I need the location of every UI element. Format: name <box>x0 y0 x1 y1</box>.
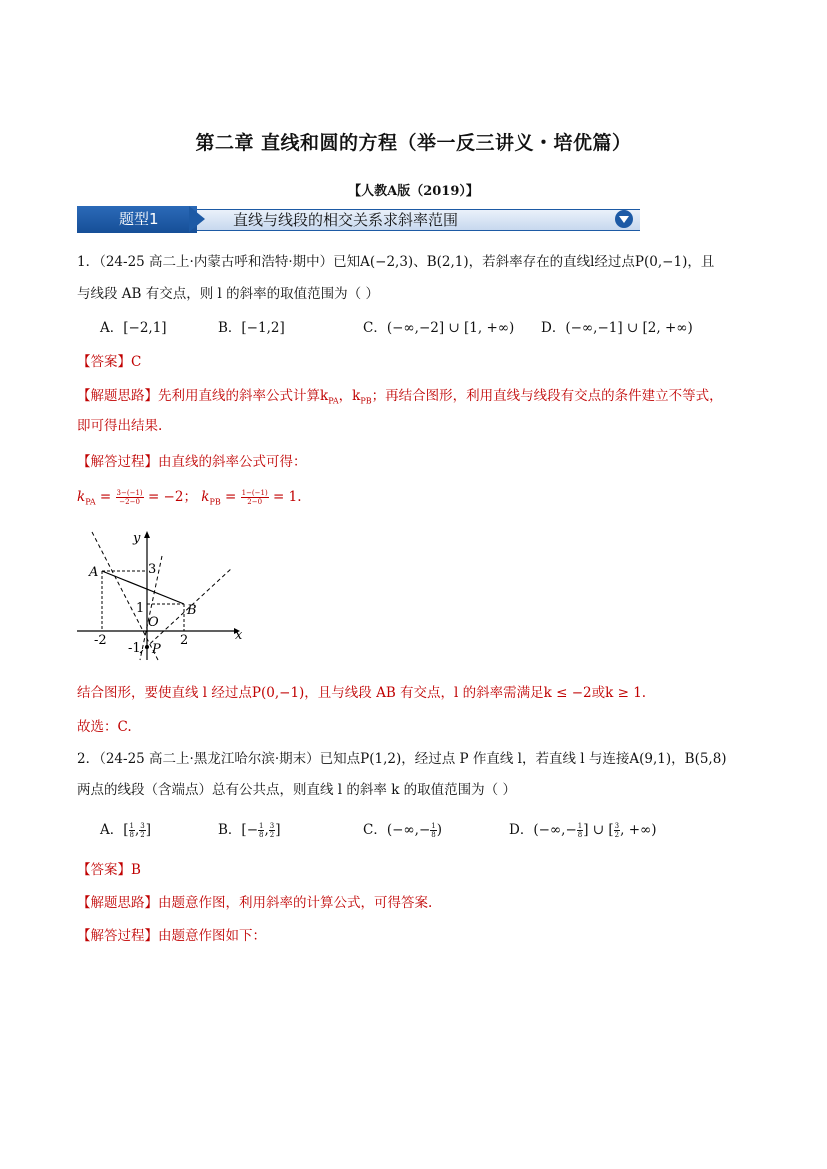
frac <box>258 822 264 839</box>
q2-option-c: C．(−∞,− $\frac{1}{8}$ ) <box>363 822 443 839</box>
frac-num: 1 <box>259 822 264 830</box>
q2-option-b: B．[− $\frac{1}{8}$ , $\frac{3}{2}$ ] <box>218 822 281 839</box>
idea-sub2: PB <box>360 396 372 406</box>
tick-minus1: -1 <box>128 641 141 656</box>
frac-den: 2 <box>140 831 145 839</box>
tick-3: 3 <box>148 562 157 577</box>
idea-sub1: PA <box>328 396 339 406</box>
q1-stem-line2: 与线段 AB 有交点，则 l 的斜率的取值范围为（ ） <box>77 286 379 302</box>
frac-den: 2 <box>614 831 620 839</box>
k-sub-pb: PB <box>209 497 221 507</box>
q2-option-a: A．[ $\frac{1}{8}$ , $\frac{3}{2}$ ] <box>100 822 152 839</box>
answer-label: 【答案】 <box>77 862 131 878</box>
process-text: 由题意作图如下： <box>158 928 266 944</box>
frac-num: 1 <box>431 822 436 830</box>
frac <box>139 822 145 839</box>
frac-num: 3 <box>269 822 275 830</box>
answer-value: C <box>131 354 142 370</box>
idea-text: 由题意作图，利用斜率的计算公式，可得答案. <box>158 895 433 911</box>
frac-num: 3 <box>614 822 620 830</box>
option-label: A． <box>100 822 124 838</box>
process-label: 【解答过程】 <box>77 454 158 470</box>
label-a: A <box>89 565 99 580</box>
idea-text: 先利用直线的斜率公式计算k <box>158 388 329 404</box>
q1-figure <box>72 528 242 663</box>
frac-den: 8 <box>259 831 264 839</box>
answer-value: B <box>131 862 141 878</box>
q1-choose: 故选：C. <box>77 719 132 735</box>
k-sub-pa: PA <box>85 497 96 507</box>
chevron-down-icon[interactable] <box>615 210 633 228</box>
q2-stem-line1: 2．（24-25 高二上·黑龙江哈尔滨·期末）已知点P(1,2)，经过点 P 作直线 l，若直线 l 与连接A(9,1)，B(5,8) <box>77 751 727 767</box>
q2-idea <box>77 893 432 913</box>
frac <box>129 822 135 839</box>
tick-2: 2 <box>180 633 189 648</box>
k-symbol: k <box>77 489 86 505</box>
option-label: C． <box>363 822 387 838</box>
idea-label: 【解题思路】 <box>77 895 158 911</box>
option-label: D． <box>509 822 534 838</box>
q2-process <box>77 926 266 946</box>
idea-mid: ，k <box>338 388 361 404</box>
idea-rest: ；再结合图形，利用直线与线段有交点的条件建立不等式， <box>371 388 723 404</box>
tick-1: 1 <box>136 601 145 616</box>
q1-option-c: C．(−∞,−2] ∪ [1, +∞) <box>363 320 515 336</box>
fraction-pa <box>116 489 144 506</box>
frac-den: 8 <box>431 831 436 839</box>
fraction-pb <box>241 489 269 506</box>
label-p: P <box>152 642 161 657</box>
frac-den: 8 <box>577 831 583 839</box>
frac <box>269 822 275 839</box>
q1-stem-line1: 1．（24-25 高二上·内蒙古呼和浩特·期中）已知A(−2,3)、B(2,1)，若斜率存在的直线l经过点P(0,−1)，且 <box>77 254 715 270</box>
q1-formula: $k_{PA}$ = $\frac{3-(-1)}{-2-0}$ = −2； $k_{PB}$ = $\frac{1-(-1)}{2-0}$ = 1. <box>77 489 302 507</box>
q1-option-b: B．[−1,2] <box>218 320 285 336</box>
process-label: 【解答过程】 <box>77 928 158 944</box>
arrow-icon <box>189 206 205 232</box>
result-pa: = −2； <box>147 489 197 505</box>
k-symbol: k <box>201 489 210 505</box>
q1-process <box>77 452 307 472</box>
frac <box>614 822 620 839</box>
process-text: 由直线的斜率公式可得： <box>158 454 307 470</box>
answer-label: 【答案】 <box>77 354 131 370</box>
edition-subtitle: 【人教A版（2019）】 <box>348 184 479 199</box>
frac-den: 2−0 <box>247 498 263 506</box>
q2-stem-line2: 两点的线段（含端点）总有公共点，则直线 l 的斜率 k 的取值范围为（ ） <box>77 782 516 798</box>
q1-option-a: A．[−2,1] <box>100 320 167 336</box>
frac-num: 3 <box>140 822 145 830</box>
topic-banner <box>77 206 640 233</box>
frac-num: 1−(−1) <box>241 489 268 497</box>
y-axis-arrow <box>144 531 150 538</box>
frac-den: 2 <box>269 831 275 839</box>
q1-conclusion: 结合图形，要使直线 l 经过点P(0,−1)，且与线段 AB 有交点，l 的斜率需满足k ≤ −2或k ≥ 1. <box>77 685 647 701</box>
q2-answer <box>77 860 141 880</box>
q2-option-d: D．(−∞,− $\frac{1}{8}$ ] ∪ [ $\frac{3}{2}$ , +∞) <box>509 822 657 839</box>
label-y: y <box>133 531 141 546</box>
q1-answer <box>77 352 141 372</box>
topic-tag: 题型1 <box>77 206 197 233</box>
label-b: B <box>187 603 197 618</box>
topic-title: 直线与线段的相交关系求斜率范围 <box>233 211 459 229</box>
idea-label: 【解题思路】 <box>77 388 158 404</box>
frac <box>577 822 583 839</box>
frac-num: 1 <box>129 822 134 830</box>
frac-num: 3−(−1) <box>116 489 143 497</box>
frac-den: −2−0 <box>119 498 140 506</box>
frac <box>430 822 436 839</box>
q1-idea-line2: 即可得出结果. <box>77 418 163 434</box>
page-title: 第二章 直线和圆的方程（举一反三讲义・培优篇） <box>195 132 632 154</box>
frac-den: 8 <box>129 831 134 839</box>
q1-idea-line1 <box>77 386 723 412</box>
label-x: x <box>235 628 242 643</box>
result-pb: = 1. <box>273 489 302 505</box>
tick-minus2: -2 <box>94 633 107 648</box>
point-p <box>145 645 149 649</box>
label-o: O <box>148 615 159 630</box>
frac-num: 1 <box>577 822 583 830</box>
q1-option-d: D．(−∞,−1] ∪ [2, +∞) <box>541 320 693 336</box>
option-label: B． <box>218 822 242 838</box>
